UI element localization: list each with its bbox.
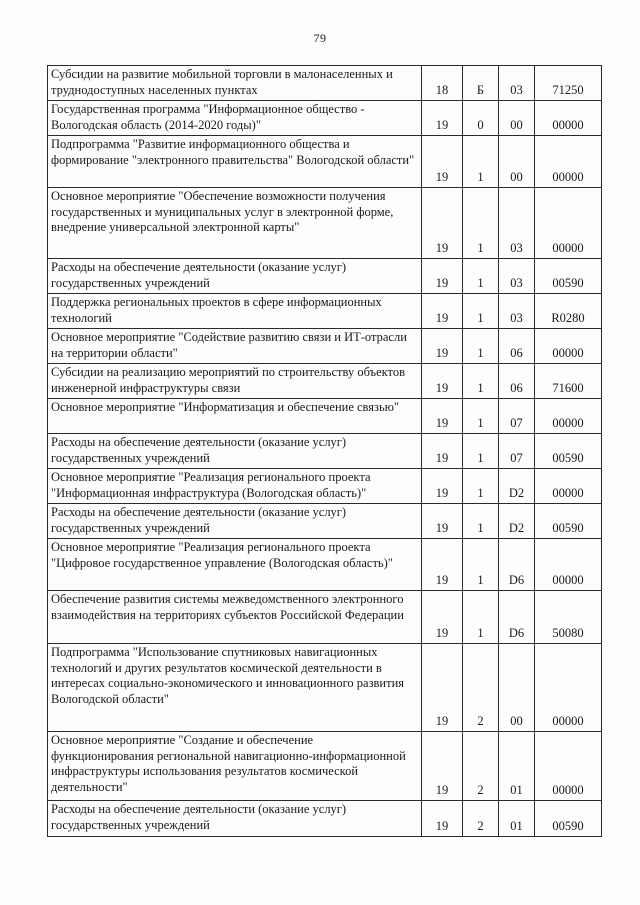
table-row (48, 259, 602, 294)
row-activity-code: D6 (499, 539, 535, 591)
row-program-code: 19 (422, 364, 463, 399)
row-description: Основное мероприятие "Обеспечение возможности получения государственных и муниципальных услуг в электронной форме, внедрение универсальной электронной карты" (48, 188, 422, 259)
row-description: Основное мероприятие "Реализация регионального проекта "Цифровое государственное управление (Вологодская область)" (48, 539, 422, 591)
table-row (48, 136, 602, 188)
row-direction-code: 50080 (535, 591, 602, 644)
row-description: Подпрограмма "Использование спутниковых навигационных технологий и других результатов космической деятельности в интересах социально-экономического и инновационного развития Вологодской области" (48, 644, 422, 732)
row-activity-code: D2 (499, 469, 535, 504)
row-subprogram-code: 1 (463, 136, 499, 188)
row-subprogram-code: 1 (463, 188, 499, 259)
row-activity-code: 03 (499, 294, 535, 329)
row-description: Субсидии на развитие мобильной торговли в малонаселенных и труднодоступных населенных пунктах (48, 66, 422, 101)
table-row (48, 591, 602, 644)
row-program-code: 19 (422, 136, 463, 188)
row-direction-code: 00000 (535, 539, 602, 591)
row-activity-code: 03 (499, 66, 535, 101)
table-row (48, 329, 602, 364)
row-program-code: 19 (422, 801, 463, 837)
row-subprogram-code: 1 (463, 504, 499, 539)
table-row (48, 801, 602, 837)
row-description: Обеспечение развития системы межведомственного электронного взаимодействия на территориях субъектов Российской Федерации (48, 591, 422, 644)
row-activity-code: 07 (499, 399, 535, 434)
row-program-code: 19 (422, 434, 463, 469)
row-activity-code: 06 (499, 364, 535, 399)
row-subprogram-code: 1 (463, 329, 499, 364)
row-program-code: 19 (422, 294, 463, 329)
row-program-code: 19 (422, 539, 463, 591)
row-description: Основное мероприятие "Создание и обеспечение функционирования региональной навигационно-информационной инфраструктуры использования результатов космической деятельности" (48, 732, 422, 801)
row-subprogram-code: Б (463, 66, 499, 101)
table-row (48, 732, 602, 801)
table-row (48, 188, 602, 259)
table-row (48, 469, 602, 504)
row-direction-code: 00000 (535, 329, 602, 364)
table-row (48, 539, 602, 591)
row-program-code: 19 (422, 329, 463, 364)
row-subprogram-code: 1 (463, 364, 499, 399)
row-direction-code: R0280 (535, 294, 602, 329)
row-subprogram-code: 1 (463, 591, 499, 644)
row-direction-code: 00000 (535, 732, 602, 801)
row-program-code: 19 (422, 101, 463, 136)
row-description: Поддержка региональных проектов в сфере информационных технологий (48, 294, 422, 329)
row-program-code: 19 (422, 504, 463, 539)
row-description: Расходы на обеспечение деятельности (оказание услуг) государственных учреждений (48, 504, 422, 539)
row-subprogram-code: 0 (463, 101, 499, 136)
row-activity-code: 06 (499, 329, 535, 364)
row-activity-code: 00 (499, 644, 535, 732)
budget-table (47, 65, 602, 837)
table-row (48, 434, 602, 469)
row-description: Расходы на обеспечение деятельности (оказание услуг) государственных учреждений (48, 259, 422, 294)
table-row (48, 294, 602, 329)
row-description: Основное мероприятие "Содействие развитию связи и ИТ-отрасли на территории области" (48, 329, 422, 364)
row-program-code: 19 (422, 644, 463, 732)
row-activity-code: 00 (499, 136, 535, 188)
row-direction-code: 71600 (535, 364, 602, 399)
row-description: Основное мероприятие "Реализация регионального проекта "Информационная инфраструктура (Вологодская область)" (48, 469, 422, 504)
row-description: Основное мероприятие "Информатизация и обеспечение связью" (48, 399, 422, 434)
row-activity-code: 01 (499, 732, 535, 801)
page-number: 79 (313, 31, 327, 45)
row-direction-code: 00590 (535, 259, 602, 294)
budget-table-body (48, 66, 602, 837)
table-row (48, 101, 602, 136)
row-direction-code: 00590 (535, 801, 602, 837)
table-row (48, 364, 602, 399)
row-description: Подпрограмма "Развитие информационного общества и формирование "электронного правительства" Вологодской области" (48, 136, 422, 188)
table-row (48, 644, 602, 732)
row-program-code: 19 (422, 399, 463, 434)
row-description: Расходы на обеспечение деятельности (оказание услуг) государственных учреждений (48, 434, 422, 469)
row-direction-code: 00000 (535, 399, 602, 434)
row-description: Субсидии на реализацию мероприятий по строительству объектов инженерной инфраструктуры связи (48, 364, 422, 399)
row-direction-code: 71250 (535, 66, 602, 101)
row-activity-code: 03 (499, 259, 535, 294)
row-program-code: 19 (422, 591, 463, 644)
row-direction-code: 00000 (535, 644, 602, 732)
row-activity-code: 03 (499, 188, 535, 259)
row-direction-code: 00590 (535, 504, 602, 539)
table-row (48, 399, 602, 434)
table-row (48, 66, 602, 101)
row-direction-code: 00590 (535, 434, 602, 469)
row-activity-code: 00 (499, 101, 535, 136)
row-direction-code: 00000 (535, 101, 602, 136)
row-activity-code: D6 (499, 591, 535, 644)
row-subprogram-code: 2 (463, 732, 499, 801)
row-subprogram-code: 1 (463, 294, 499, 329)
row-subprogram-code: 2 (463, 644, 499, 732)
row-subprogram-code: 1 (463, 259, 499, 294)
row-subprogram-code: 1 (463, 434, 499, 469)
row-direction-code: 00000 (535, 469, 602, 504)
row-activity-code: 07 (499, 434, 535, 469)
row-subprogram-code: 1 (463, 399, 499, 434)
row-program-code: 19 (422, 259, 463, 294)
row-description: Расходы на обеспечение деятельности (оказание услуг) государственных учреждений (48, 801, 422, 837)
row-subprogram-code: 2 (463, 801, 499, 837)
row-program-code: 19 (422, 469, 463, 504)
row-direction-code: 00000 (535, 188, 602, 259)
row-activity-code: 01 (499, 801, 535, 837)
row-description: Государственная программа "Информационное общество - Вологодская область (2014-2020 годы)" (48, 101, 422, 136)
row-program-code: 19 (422, 732, 463, 801)
row-activity-code: D2 (499, 504, 535, 539)
row-program-code: 19 (422, 188, 463, 259)
row-subprogram-code: 1 (463, 469, 499, 504)
row-direction-code: 00000 (535, 136, 602, 188)
row-subprogram-code: 1 (463, 539, 499, 591)
row-program-code: 18 (422, 66, 463, 101)
table-row (48, 504, 602, 539)
